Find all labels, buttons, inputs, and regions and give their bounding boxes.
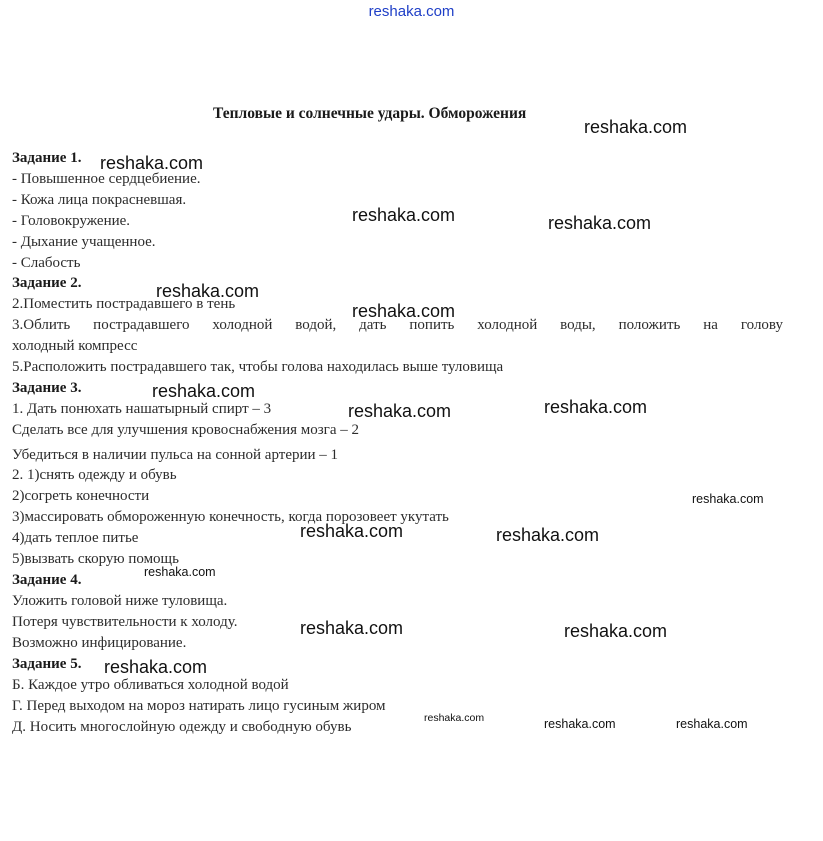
site-header-link[interactable]: reshaka.com bbox=[368, 3, 455, 20]
task-3-item: Сделать все для улучшения кровоснабжения мозга – 2 bbox=[12, 422, 359, 438]
task-2-heading: Задание 2. bbox=[12, 275, 82, 291]
task-2-item: 2.Поместить пострадавшего в тень bbox=[12, 296, 236, 312]
task-3-item: 2. 1)снять одежду и обувь bbox=[12, 467, 177, 483]
task-3-item: Убедиться в наличии пульса на сонной артерии – 1 bbox=[12, 447, 339, 463]
document-title: Тепловые и солнечные удары. Обморожения bbox=[213, 105, 527, 122]
task-1-item: - Повышенное сердцебиение. bbox=[12, 171, 201, 187]
watermark: reshaka.com bbox=[676, 717, 748, 731]
watermark: reshaka.com bbox=[104, 657, 208, 677]
watermark: reshaka.com bbox=[584, 117, 688, 137]
watermark: reshaka.com bbox=[300, 521, 404, 541]
task-2-item: 5.Расположить пострадавшего так, чтобы голова находилась выше туловища bbox=[12, 359, 504, 375]
task-1-item: - Дыхание учащенное. bbox=[12, 234, 156, 250]
watermark: reshaka.com bbox=[100, 153, 204, 173]
task-5-item: Б. Каждое утро обливаться холодной водой bbox=[12, 677, 289, 693]
task-3-item: 1. Дать понюхать нашатырный спирт – 3 bbox=[12, 401, 272, 417]
task-3-item: 4)дать теплое питье bbox=[12, 530, 139, 546]
task-1-item: - Слабость bbox=[12, 255, 81, 271]
task-4-item: Возможно инфицирование. bbox=[12, 635, 187, 651]
task-5-item: Г. Перед выходом на мороз натирать лицо гусиным жиром bbox=[12, 698, 386, 714]
watermark: reshaka.com bbox=[156, 281, 260, 301]
watermark: reshaka.com bbox=[144, 565, 216, 579]
task-3-item: 2)согреть конечности bbox=[12, 488, 150, 504]
watermark: reshaka.com bbox=[548, 213, 652, 233]
watermark: reshaka.com bbox=[152, 381, 256, 401]
watermark: reshaka.com bbox=[352, 205, 456, 225]
task-1-heading: Задание 1. bbox=[12, 150, 82, 166]
task-2-item-continued: холодный компресс bbox=[12, 338, 138, 354]
task-4-item: Уложить головой ниже туловища. bbox=[12, 593, 228, 609]
task-4-heading: Задание 4. bbox=[12, 572, 82, 588]
task-5-item: Д. Носить многослойную одежду и свободную обувь bbox=[12, 719, 352, 735]
task-5-heading: Задание 5. bbox=[12, 656, 82, 672]
watermark: reshaka.com bbox=[496, 525, 600, 545]
task-2-item: 3.Облить пострадавшего холодной водой, дать попить холодной воды, положить на голову bbox=[12, 317, 783, 333]
watermark: reshaka.com bbox=[544, 397, 648, 417]
task-3-item: 5)вызвать скорую помощь bbox=[12, 551, 179, 567]
watermark: reshaka.com bbox=[692, 492, 764, 506]
watermark: reshaka.com bbox=[352, 301, 456, 321]
watermark: reshaka.com bbox=[300, 618, 404, 638]
watermark: reshaka.com bbox=[564, 621, 668, 641]
task-3-item: 3)массировать обмороженную конечность, когда порозовеет укутать bbox=[12, 509, 449, 525]
watermark: reshaka.com bbox=[544, 717, 616, 731]
task-1-item: - Кожа лица покрасневшая. bbox=[12, 192, 187, 208]
watermark: reshaka.com bbox=[424, 712, 485, 724]
task-3-heading: Задание 3. bbox=[12, 380, 82, 396]
task-1-item: - Головокружение. bbox=[12, 213, 131, 229]
watermark: reshaka.com bbox=[348, 401, 452, 421]
task-4-item: Потеря чувствительности к холоду. bbox=[12, 614, 238, 630]
